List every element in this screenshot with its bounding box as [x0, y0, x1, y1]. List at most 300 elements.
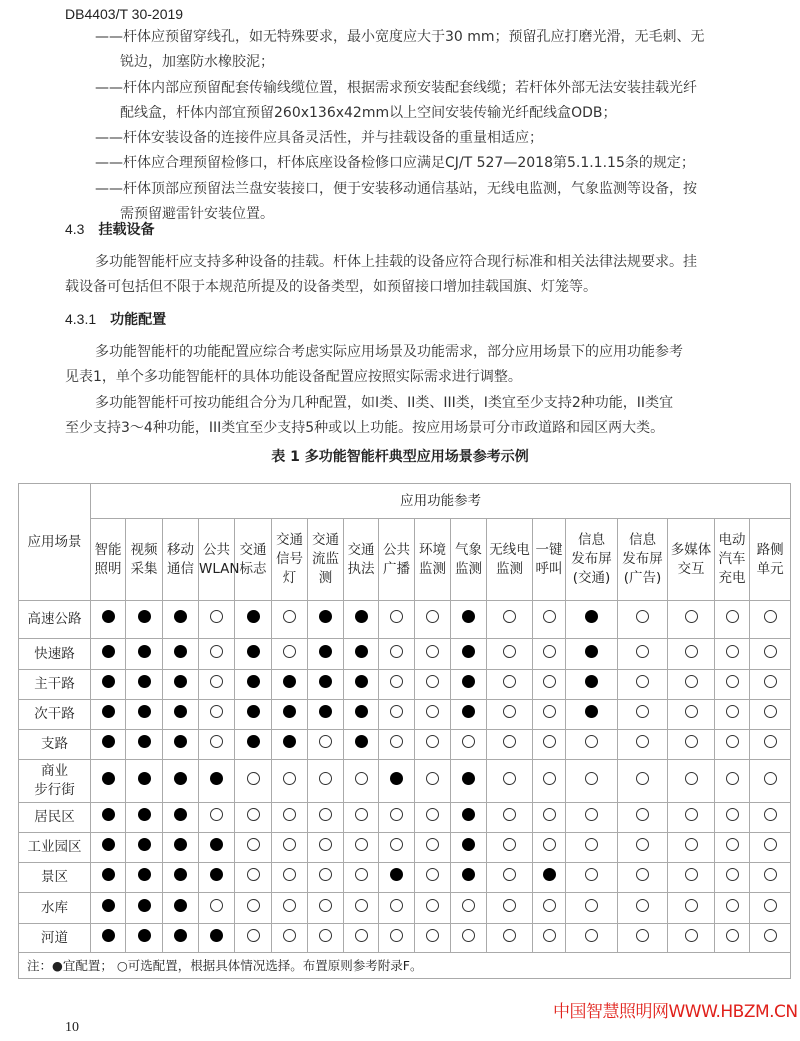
value-cell [379, 924, 415, 953]
table-caption: 表 1 多功能智能杆典型应用场景参考示例 [271, 449, 529, 465]
table-row [19, 670, 791, 700]
optional-circle-icon [462, 899, 475, 912]
value-cell [566, 924, 618, 953]
value-cell [750, 670, 791, 700]
optional-circle-icon [685, 899, 698, 912]
optional-circle-icon [390, 705, 403, 718]
value-cell [533, 639, 566, 670]
recommended-dot-icon [102, 705, 115, 718]
optional-circle-icon [585, 868, 598, 881]
value-cell [199, 833, 235, 863]
recommended-dot-icon [174, 705, 187, 718]
recommended-dot-icon [102, 735, 115, 748]
cell-text-line: 交通 [239, 541, 267, 558]
table-row [19, 601, 791, 639]
value-cell [379, 700, 415, 730]
section-number: 4.3.1 [65, 311, 97, 327]
optional-circle-icon [390, 735, 403, 748]
value-cell [533, 760, 566, 803]
cell-text-line: 呼叫 [535, 560, 563, 577]
column-header [533, 519, 566, 601]
optional-circle-icon [636, 610, 649, 623]
value-cell [533, 601, 566, 639]
recommended-dot-icon [319, 675, 332, 688]
value-cell [91, 760, 126, 803]
optional-circle-icon [636, 772, 649, 785]
value-cell [235, 893, 272, 924]
value-cell [618, 833, 668, 863]
recommended-dot-icon [174, 772, 187, 785]
scene-cell [19, 730, 91, 760]
cell-text-line: 商业 [41, 763, 68, 779]
value-cell [235, 803, 272, 833]
value-cell [272, 730, 308, 760]
optional-circle-icon [503, 675, 516, 688]
cell-text-line: 公共 [383, 541, 410, 558]
table-row [19, 700, 791, 730]
value-cell [163, 670, 199, 700]
watermark: 中国智慧照明网WWW.HBZM.CN [553, 1002, 798, 1022]
optional-circle-icon [685, 735, 698, 748]
cell-text-line: 交通 [347, 541, 375, 558]
value-cell [668, 670, 715, 700]
optional-circle-icon [636, 838, 649, 851]
cell-text-line: 视频 [130, 541, 158, 558]
value-cell [566, 700, 618, 730]
optional-circle-icon [685, 645, 698, 658]
value-cell [126, 700, 163, 730]
recommended-dot-icon [102, 645, 115, 658]
cell-text-line: 气象 [455, 541, 482, 558]
optional-circle-icon [355, 808, 368, 821]
recommended-dot-icon [210, 772, 223, 785]
value-cell [618, 863, 668, 893]
value-cell [199, 863, 235, 893]
value-cell [451, 893, 487, 924]
optional-circle-icon [247, 868, 260, 881]
recommended-dot-icon [174, 808, 187, 821]
cell-text-line: 电动 [718, 532, 746, 548]
optional-circle-icon [426, 899, 439, 912]
value-cell [272, 833, 308, 863]
paragraph-line: 多功能智能杆的功能配置应综合考虑实际应用场景及功能需求，部分应用场景下的应用功能参考 [95, 344, 683, 360]
optional-circle-icon [390, 645, 403, 658]
value-cell [308, 803, 344, 833]
list-item-line: ——杆体应预留穿线孔，如无特殊要求，最小宽度应大于30 mm；预留孔应打磨光滑，无毛刺、无 [95, 29, 705, 45]
value-cell [272, 863, 308, 893]
optional-circle-icon [543, 899, 556, 912]
value-cell [750, 601, 791, 639]
value-cell [618, 730, 668, 760]
optional-circle-icon [283, 808, 296, 821]
value-cell [487, 601, 533, 639]
list-item-line: 需预留避雷针安装位置。 [120, 206, 274, 222]
optional-circle-icon [426, 868, 439, 881]
cell-text-line: 发布屏 [571, 551, 612, 567]
value-cell [415, 730, 451, 760]
section-title: 功能配置 [110, 312, 167, 328]
value-cell [91, 639, 126, 670]
table-note [19, 953, 791, 979]
value-cell [91, 601, 126, 639]
optional-circle-icon [426, 705, 439, 718]
recommended-dot-icon [174, 610, 187, 623]
value-cell [344, 730, 379, 760]
value-cell [163, 730, 199, 760]
value-cell [199, 730, 235, 760]
value-cell [91, 863, 126, 893]
value-cell [715, 670, 750, 700]
optional-circle-icon [462, 735, 475, 748]
optional-circle-icon [247, 929, 260, 942]
value-cell [308, 700, 344, 730]
value-cell [750, 700, 791, 730]
cell-text-line: 工业园区 [27, 839, 82, 855]
value-cell [344, 803, 379, 833]
optional-circle-icon [726, 705, 739, 718]
recommended-dot-icon [102, 929, 115, 942]
document-id: DB4403/T 30-2019 [65, 6, 184, 22]
value-cell [91, 730, 126, 760]
value-cell [344, 760, 379, 803]
optional-circle-icon [764, 899, 777, 912]
recommended-dot-icon [462, 705, 475, 718]
value-cell [618, 639, 668, 670]
cell-text-line: 监测 [419, 560, 446, 577]
optional-circle-icon [283, 610, 296, 623]
optional-circle-icon [503, 772, 516, 785]
value-cell [199, 639, 235, 670]
value-cell [415, 639, 451, 670]
value-cell [566, 639, 618, 670]
header-text: 应用场景 [27, 533, 82, 550]
cell-text-line: 景区 [41, 869, 68, 885]
optional-circle-icon [319, 735, 332, 748]
scene-cell [19, 924, 91, 953]
value-cell [126, 730, 163, 760]
scene-cell [19, 833, 91, 863]
column-header [308, 519, 344, 601]
scene-cell [19, 639, 91, 670]
optional-circle-icon [636, 929, 649, 942]
value-cell [750, 803, 791, 833]
optional-circle-icon [390, 675, 403, 688]
value-cell [91, 924, 126, 953]
optional-circle-icon [210, 610, 223, 623]
optional-circle-icon [247, 772, 260, 785]
optional-circle-icon [764, 929, 777, 942]
optional-circle-icon [355, 899, 368, 912]
value-cell [533, 670, 566, 700]
optional-circle-icon [543, 645, 556, 658]
value-cell [272, 601, 308, 639]
cell-text-line: 居民区 [34, 809, 75, 825]
optional-circle-icon [543, 735, 556, 748]
cell-text-line: 发布屏 [622, 551, 663, 567]
value-cell [715, 601, 750, 639]
value-cell [566, 893, 618, 924]
paragraph-line: 多功能智能杆应支持多种设备的挂载。杆体上挂载的设备应符合现行标准和相关法律法规要求。挂 [95, 254, 697, 270]
column-header [618, 519, 668, 601]
value-cell [163, 803, 199, 833]
value-cell [451, 730, 487, 760]
value-cell [379, 601, 415, 639]
cell-text-line: 快速路 [34, 645, 75, 662]
value-cell [451, 601, 487, 639]
recommended-dot-icon [319, 645, 332, 658]
cell-text-line: 交通 [312, 532, 339, 548]
recommended-dot-icon [319, 610, 332, 623]
optional-circle-icon [503, 868, 516, 881]
value-cell [618, 670, 668, 700]
value-cell [235, 700, 272, 730]
cell-text-line: 执法 [347, 560, 375, 577]
column-header [379, 519, 415, 601]
value-cell [235, 639, 272, 670]
optional-circle-icon [283, 899, 296, 912]
column-header [91, 519, 126, 601]
cell-text-line: 流监 [312, 551, 339, 567]
recommended-dot-icon [174, 645, 187, 658]
value-cell [126, 803, 163, 833]
value-cell [533, 924, 566, 953]
value-cell [379, 803, 415, 833]
value-cell [272, 670, 308, 700]
recommended-dot-icon [174, 735, 187, 748]
value-cell [199, 893, 235, 924]
recommended-dot-icon [102, 675, 115, 688]
value-cell [715, 863, 750, 893]
value-cell [566, 760, 618, 803]
optional-circle-icon [210, 675, 223, 688]
optional-circle-icon [726, 772, 739, 785]
cell-text-line: 信息 [629, 532, 656, 548]
header-group [91, 484, 791, 519]
list-item-line: 配线盒，杆体内部宜预留260x136x42mm以上空间安装传输光纤配线盒ODB； [120, 105, 617, 121]
recommended-dot-icon [247, 705, 260, 718]
value-cell [451, 803, 487, 833]
table-header-row [19, 484, 791, 519]
value-cell [126, 670, 163, 700]
cell-text-line: 移动 [167, 541, 194, 558]
value-cell [533, 803, 566, 833]
recommended-dot-icon [283, 735, 296, 748]
recommended-dot-icon [462, 838, 475, 851]
value-cell [415, 601, 451, 639]
value-cell [487, 924, 533, 953]
column-header [163, 519, 199, 601]
recommended-dot-icon [102, 610, 115, 623]
value-cell [126, 833, 163, 863]
value-cell [308, 670, 344, 700]
optional-circle-icon [685, 808, 698, 821]
value-cell [566, 863, 618, 893]
cell-text-line: 公共 [203, 541, 230, 558]
optional-circle-icon [503, 808, 516, 821]
value-cell [487, 893, 533, 924]
value-cell [668, 601, 715, 639]
value-cell [235, 760, 272, 803]
value-cell [199, 700, 235, 730]
optional-circle-icon [726, 899, 739, 912]
value-cell [199, 760, 235, 803]
optional-circle-icon [426, 645, 439, 658]
cell-text-line: 监测 [496, 560, 523, 577]
value-cell [750, 760, 791, 803]
cell-text-line: 监测 [455, 560, 482, 577]
recommended-dot-icon [462, 675, 475, 688]
value-cell [750, 893, 791, 924]
value-cell [451, 833, 487, 863]
recommended-dot-icon [585, 610, 598, 623]
value-cell [344, 833, 379, 863]
value-cell [379, 639, 415, 670]
optional-circle-icon [426, 675, 439, 688]
recommended-dot-icon [138, 929, 151, 942]
value-cell [715, 730, 750, 760]
value-cell [415, 700, 451, 730]
cell-text-line: 信号 [276, 551, 303, 567]
value-cell [344, 924, 379, 953]
recommended-dot-icon [283, 675, 296, 688]
note-text: 注：●宜配置； ○可选配置，根据具体情况选择。布置原则参考附录F。 [27, 958, 423, 973]
table-note-row [19, 953, 791, 979]
recommended-dot-icon [210, 868, 223, 881]
cell-text-line: 环境 [419, 541, 446, 558]
cell-text-line: 广播 [383, 560, 410, 577]
value-cell [379, 893, 415, 924]
optional-circle-icon [283, 868, 296, 881]
value-cell [618, 803, 668, 833]
optional-circle-icon [764, 705, 777, 718]
optional-circle-icon [726, 838, 739, 851]
value-cell [126, 924, 163, 953]
optional-circle-icon [636, 808, 649, 821]
value-cell [566, 730, 618, 760]
recommended-dot-icon [355, 705, 368, 718]
optional-circle-icon [764, 675, 777, 688]
cell-text-line: 多媒体 [670, 541, 712, 558]
paragraph-line: 见表1，单个多功能智能杆的具体功能设备配置应按照实际需求进行调整。 [65, 369, 522, 385]
value-cell [566, 833, 618, 863]
list-item-line: ——杆体顶部应预留法兰盘安装接口，便于安装移动通信基站，无线电监测，气象监测等设备，按 [95, 181, 697, 197]
optional-circle-icon [390, 929, 403, 942]
column-header [715, 519, 750, 601]
value-cell [415, 924, 451, 953]
cell-text-line: WLAN [199, 560, 240, 577]
optional-circle-icon [247, 899, 260, 912]
value-cell [618, 601, 668, 639]
optional-circle-icon [636, 899, 649, 912]
value-cell [533, 833, 566, 863]
optional-circle-icon [355, 838, 368, 851]
value-cell [715, 639, 750, 670]
value-cell [235, 863, 272, 893]
optional-circle-icon [426, 838, 439, 851]
cell-text-line: 采集 [130, 560, 158, 577]
value-cell [566, 601, 618, 639]
application-scenario-table [18, 483, 791, 979]
optional-circle-icon [283, 929, 296, 942]
paragraph-line: 载设备可包括但不限于本规范所提及的设备类型，如预留接口增加挂载国旗、灯笼等。 [65, 279, 597, 295]
value-cell [379, 833, 415, 863]
optional-circle-icon [319, 838, 332, 851]
recommended-dot-icon [355, 675, 368, 688]
cell-text-line: 智能 [94, 541, 122, 558]
recommended-dot-icon [355, 645, 368, 658]
value-cell [750, 924, 791, 953]
value-cell [308, 924, 344, 953]
value-cell [272, 803, 308, 833]
optional-circle-icon [685, 705, 698, 718]
optional-circle-icon [503, 838, 516, 851]
value-cell [487, 863, 533, 893]
optional-circle-icon [503, 735, 516, 748]
cell-text-line: 照明 [94, 560, 122, 577]
value-cell [163, 833, 199, 863]
value-cell [618, 893, 668, 924]
table-row [19, 639, 791, 670]
optional-circle-icon [247, 838, 260, 851]
optional-circle-icon [585, 929, 598, 942]
optional-circle-icon [503, 645, 516, 658]
header-text: 应用功能参考 [400, 492, 482, 509]
paragraph-line: 多功能智能杆可按功能组合分为几种配置，如I类、II类、III类，I类宜至少支持2种功能，II类宜 [95, 395, 674, 411]
value-cell [272, 924, 308, 953]
table-row [19, 803, 791, 833]
section-heading-4-3-1 [65, 309, 166, 329]
optional-circle-icon [543, 929, 556, 942]
value-cell [668, 924, 715, 953]
optional-circle-icon [726, 929, 739, 942]
optional-circle-icon [390, 808, 403, 821]
optional-circle-icon [685, 772, 698, 785]
recommended-dot-icon [247, 645, 260, 658]
value-cell [199, 924, 235, 953]
value-cell [668, 803, 715, 833]
optional-circle-icon [685, 868, 698, 881]
cell-text-line: 主干路 [34, 676, 75, 692]
scene-cell [19, 670, 91, 700]
list-item-line: 锐边，加塞防水橡胶泥； [120, 54, 274, 70]
scene-cell [19, 893, 91, 924]
table-subheader-row [19, 519, 791, 601]
value-cell [487, 730, 533, 760]
recommended-dot-icon [138, 899, 151, 912]
section-heading-4-3 [65, 219, 154, 239]
optional-circle-icon [764, 808, 777, 821]
optional-circle-icon [636, 868, 649, 881]
value-cell [618, 760, 668, 803]
value-cell [199, 803, 235, 833]
recommended-dot-icon [210, 929, 223, 942]
recommended-dot-icon [462, 808, 475, 821]
section-title: 挂载设备 [98, 222, 155, 238]
optional-circle-icon [685, 838, 698, 851]
cell-text-line: 信息 [578, 532, 605, 548]
value-cell [487, 833, 533, 863]
optional-circle-icon [764, 645, 777, 658]
optional-circle-icon [726, 610, 739, 623]
value-cell [163, 700, 199, 730]
optional-circle-icon [585, 899, 598, 912]
value-cell [533, 700, 566, 730]
cell-text-line: 交互 [677, 560, 705, 577]
value-cell [235, 730, 272, 760]
optional-circle-icon [636, 645, 649, 658]
optional-circle-icon [543, 610, 556, 623]
value-cell [668, 639, 715, 670]
